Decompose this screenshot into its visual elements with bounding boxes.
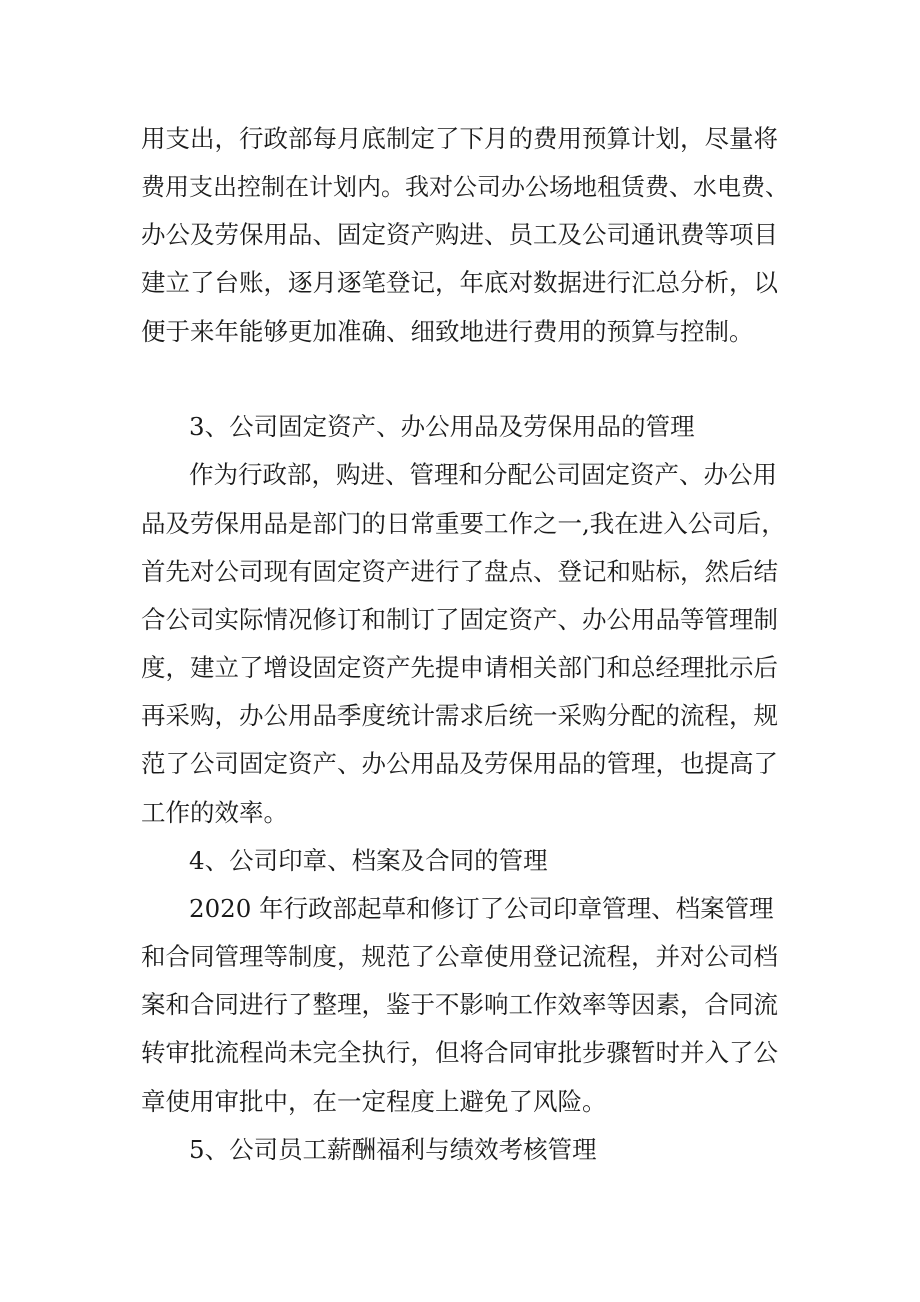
paragraph-line: 建立了台账，逐月逐笔登记，年底对数据进行汇总分析，以 bbox=[141, 268, 778, 297]
section-4-heading: 4、公司印章、档案及合同的管理 bbox=[189, 846, 548, 875]
paragraph-line: 便于来年能够更加准确、细致地进行费用的预算与控制。 bbox=[141, 317, 754, 346]
paragraph-line: 作为行政部，购进、管理和分配公司固定资产、办公用 bbox=[189, 460, 777, 489]
paragraph-line: 工作的效率。 bbox=[141, 798, 288, 827]
paragraph-line: 和合同管理等制度，规范了公章使用登记流程，并对公司档 bbox=[141, 942, 778, 971]
paragraph-line: 办公及劳保用品、固定资产购进、员工及公司通讯费等项目 bbox=[141, 220, 778, 249]
section-3-heading: 3、公司固定资产、办公用品及劳保用品的管理 bbox=[189, 412, 695, 441]
paragraph-line: 转审批流程尚未完全执行，但将合同审批步骤暂时并入了公 bbox=[141, 1038, 778, 1067]
paragraph-line: 范了公司固定资产、办公用品及劳保用品的管理，也提高了 bbox=[141, 749, 778, 778]
paragraph-line: 章使用审批中，在一定程度上避免了风险。 bbox=[141, 1087, 607, 1116]
paragraph-line: 再采购，办公用品季度统计需求后统一采购分配的流程，规 bbox=[141, 701, 778, 730]
paragraph-line: 2020 年行政部起草和修订了公司印章管理、档案管理 bbox=[189, 894, 774, 923]
section-5-heading: 5、公司员工薪酬福利与绩效考核管理 bbox=[189, 1135, 597, 1164]
paragraph-line: 度，建立了增设固定资产先提申请相关部门和总经理批示后 bbox=[141, 653, 778, 682]
paragraph-line: 案和合同进行了整理，鉴于不影响工作效率等因素，合同流 bbox=[141, 990, 778, 1019]
paragraph-line: 品及劳保用品是部门的日常重要工作之一,我在进入公司后， bbox=[141, 509, 786, 538]
paragraph-line: 用支出，行政部每月底制定了下月的费用预算计划，尽量将 bbox=[141, 124, 778, 153]
paragraph-line: 合公司实际情况修订和制订了固定资产、办公用品等管理制 bbox=[141, 605, 778, 634]
paragraph-line: 首先对公司现有固定资产进行了盘点、登记和贴标，然后结 bbox=[141, 557, 778, 586]
paragraph-line: 费用支出控制在计划内。我对公司办公场地租赁费、水电费、 bbox=[141, 173, 789, 201]
